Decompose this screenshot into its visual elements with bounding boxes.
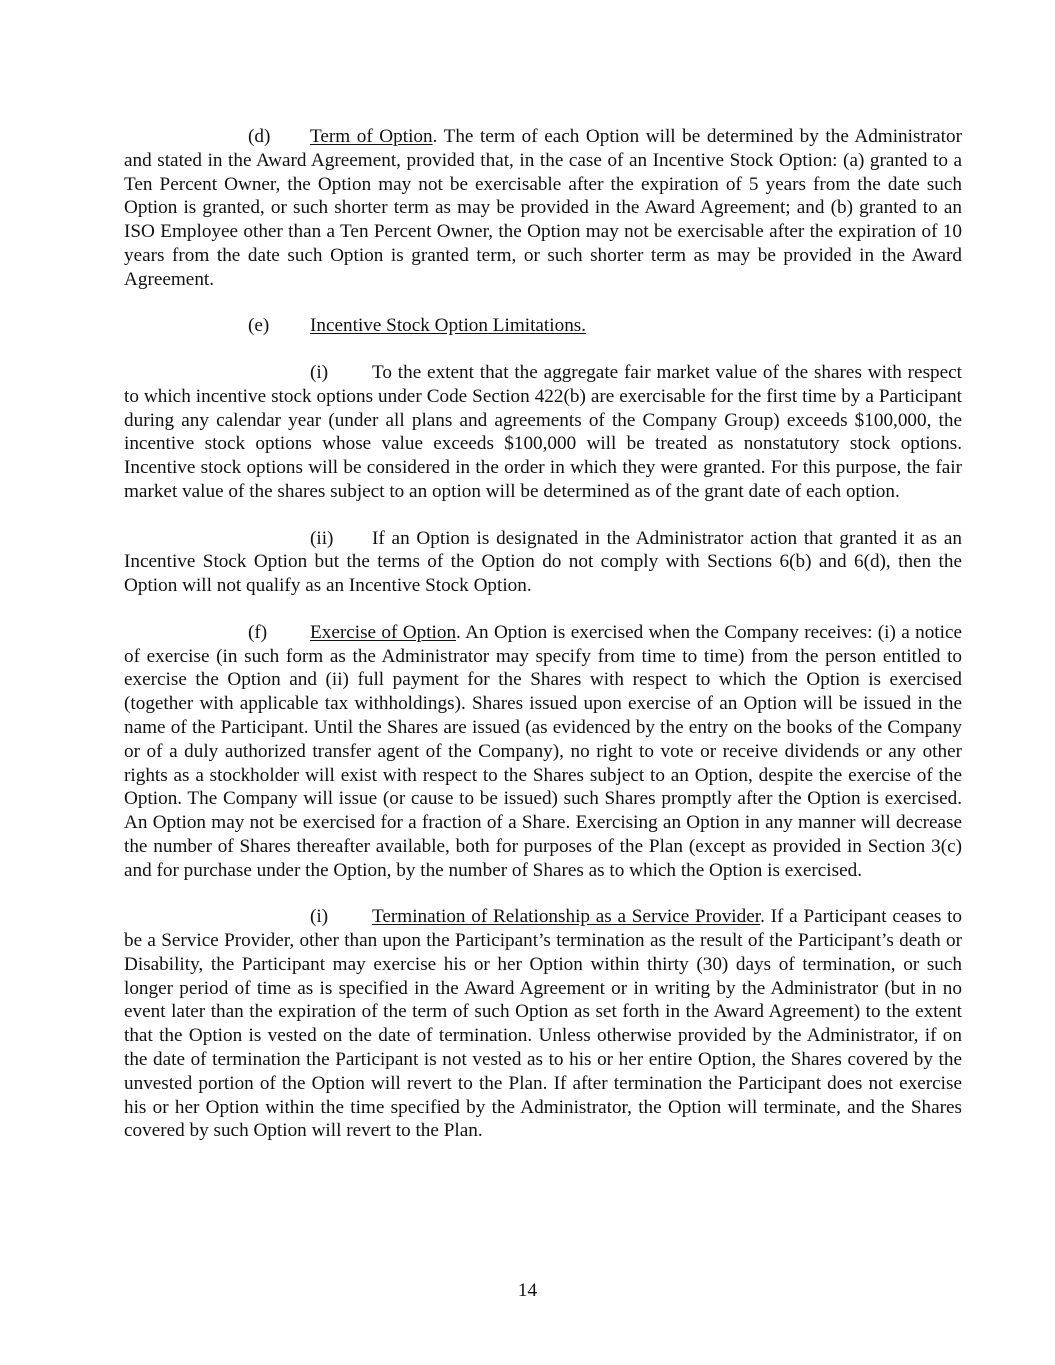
section-f-i-title: Termination of Relationship as a Service Provider bbox=[372, 906, 761, 928]
section-e-ii-label: (ii) bbox=[310, 527, 334, 549]
section-e-title: Incentive Stock Option Limitations. bbox=[310, 315, 587, 337]
section-d-paragraph bbox=[124, 125, 962, 292]
section-d-title: Term of Option bbox=[310, 126, 433, 147]
section-e-ii-paragraph bbox=[124, 527, 962, 598]
section-f-i-text: . If a Participant ceases to be a Service Provider, other than upon the Participant’s termination as the result of the Participant’s death or Disability, the Participant may exercise his or her Option within thirty (30) days of termination, or such longer period of time as is specified in the Award Agreement or in writing by the Administrator (but in no event later than the expiration of the term of such Option as set forth in the Award Agreement) to the extent that the Option is vested on the date of termination. Unless otherwise provided by the Administrator, if on the date of termination the Participant is not vested as to his or her entire Option, the Shares covered by the unvested portion of the Option will revert to the Plan. If after termination the Participant does not exercise his or her Option within the time specified by the Administrator, the Option will terminate, and the Shares covered by such Option will revert to the Plan. bbox=[124, 906, 962, 1142]
section-f-i-label: (i) bbox=[310, 906, 329, 928]
section-f-text: . An Option is exercised when the Company receives: (i) a notice of exercise (in such form as the Administrator may specify from time to time) from the person entitled to exercise the Option and (ii) full payment for the Shares with respect to which the Option is exercised (together with applicable tax withholdings). Shares issued upon exercise of an Option will be issued in the name of the Participant. Until the Shares are issued (as evidenced by the entry on the books of the Company or of a duly authorized transfer agent of the Company), no right to vote or receive dividends or any other rights as a stockholder will exist with respect to the Shares subject to an Option, despite the exercise of the Option. The Company will issue (or cause to be issued) such Shares promptly after the Option is exercised. An Option may not be exercised for a fraction of a Share. Exercising an Option in any manner will decrease the number of Shares thereafter available, both for purposes of the Plan (except as provided in Section 3(c) and for purchase under the Option, by the number of Shares as to which the Option is exercised. bbox=[124, 621, 962, 881]
section-e-i-text: To the extent that the aggregate fair market value of the shares with respect to which incentive stock options under Code Section 422(b) are exercisable for the first time by a Participant during any calendar year (under all plans and agreements of the Company Group) exceeds $100,000, the incentive stock options whose value exceeds $100,000 will be treated as nonstatutory stock options. Incentive stock options will be considered in the order in which they were granted. For this purpose, the fair market value of the shares subject to an option will be determined as of the grant date of each option. bbox=[124, 361, 962, 502]
section-e-ii-text: If an Option is designated in the Administrator action that granted it as an Incentive Stock Option but the terms of the Option do not comply with Sections 6(b) and 6(d), then the Option will not qualify as an Incentive Stock Option. bbox=[124, 527, 962, 597]
section-d-text: . The term of each Option will be determined by the Administrator and stated in the Award Agreement, provided that, in the case of an Incentive Stock Option: (a) granted to a Ten Percent Owner, the Option may not be exercisable after the expiration of 5 years from the date such Option is granted, or such shorter term as may be provided in the Award Agreement; and (b) granted to an ISO Employee other than a Ten Percent Owner, the Option may not be exercisable after the expiration of 10 years from the date such Option is granted term, or such shorter term as may be provided in the Award Agreement. bbox=[124, 126, 962, 290]
section-e-heading bbox=[124, 314, 962, 338]
section-f-paragraph bbox=[124, 621, 962, 883]
section-f-title: Exercise of Option bbox=[310, 621, 457, 643]
page-number: 14 bbox=[517, 1280, 538, 1301]
document-page bbox=[124, 125, 962, 1166]
section-f-label: (f) bbox=[248, 621, 268, 643]
section-d-label: (d) bbox=[248, 126, 271, 147]
section-e-label: (e) bbox=[248, 315, 270, 337]
section-f-i-paragraph bbox=[124, 905, 962, 1143]
section-e-i-paragraph bbox=[124, 361, 962, 504]
section-e-i-label: (i) bbox=[310, 361, 329, 383]
